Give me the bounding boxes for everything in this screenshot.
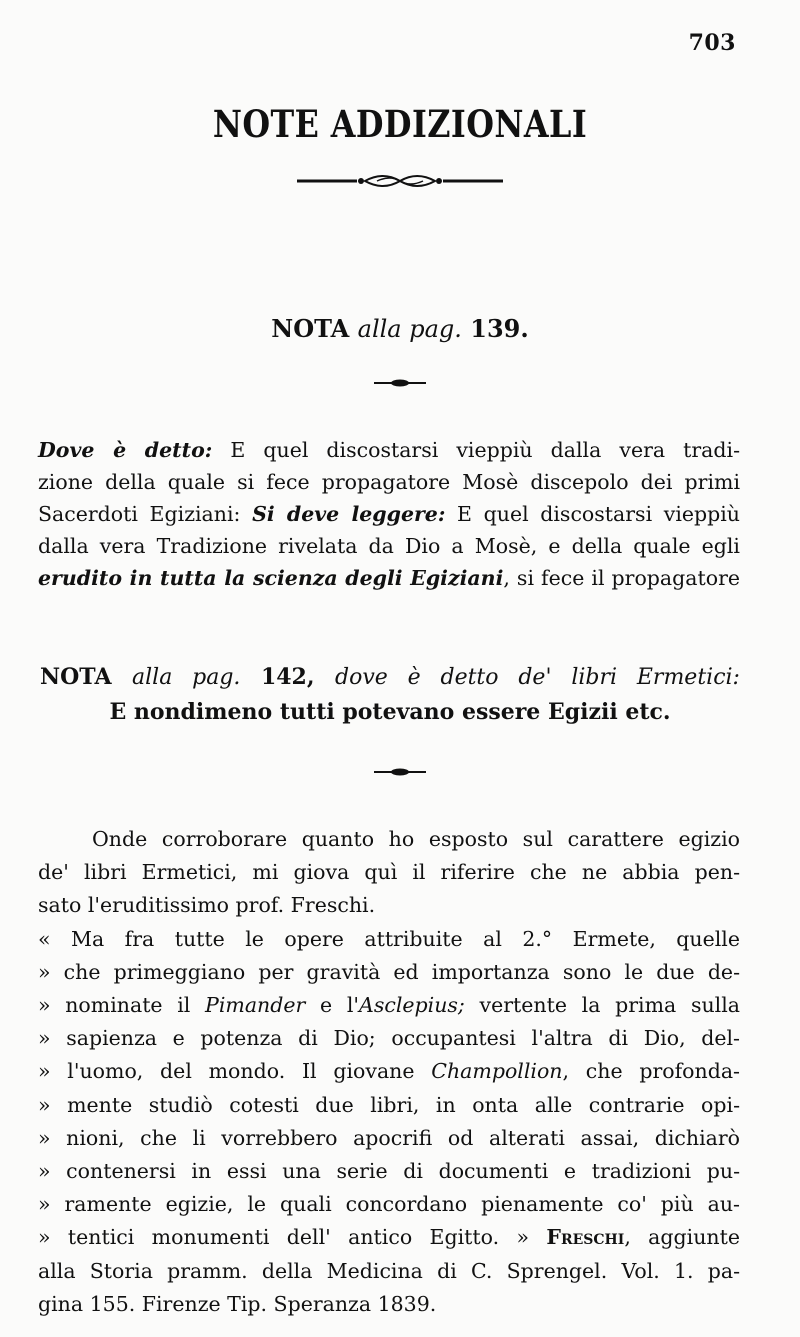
note-142-text xyxy=(38,823,740,1321)
text-run: Sacerdoti Egiziani: xyxy=(38,502,253,526)
text-run: » l'uomo, del mondo. Il giovane xyxy=(38,1059,432,1084)
text-run: alla Storia pramm. della Medicina di C. Sprengel. Vol. 1. pa- xyxy=(38,1258,740,1283)
note-page-ref: 142, xyxy=(260,664,315,690)
text-line xyxy=(38,889,740,922)
text-line xyxy=(38,1022,740,1055)
note-ref-italic: alla pag. xyxy=(357,315,462,343)
text-line xyxy=(38,1055,740,1088)
text-line xyxy=(38,530,740,562)
text-line xyxy=(38,956,740,989)
text-run: Onde corroborare quanto ho esposto sul carattere egizio xyxy=(92,827,740,851)
text-run: » mente studiò cotesti due libri, in onta alle contrarie opi- xyxy=(38,1092,740,1117)
page-number: 703 xyxy=(688,30,736,56)
text-run: E quel discostarsi vieppiù xyxy=(445,502,741,526)
text-run: » nioni, che li vorrebbero apocrifi od alterati assai, dichiarò xyxy=(38,1125,740,1150)
note-label: NOTA xyxy=(271,314,350,343)
text-line xyxy=(38,1288,740,1321)
note-page-ref: 139. xyxy=(470,314,529,343)
note-142-subheading: E nondimeno tutti potevano essere Egizii etc. xyxy=(109,699,671,725)
text-line xyxy=(38,498,740,530)
text-run: erudito in tutta la scienza degli Egiziani xyxy=(38,566,504,590)
text-run: Champollion xyxy=(431,1059,563,1084)
text-run: » ramente egizie, le quali concordano pienamente co' più au- xyxy=(38,1192,740,1217)
text-run: , aggiunte xyxy=(624,1225,740,1250)
text-line xyxy=(38,1188,740,1221)
text-run: vertente la prima sulla xyxy=(464,993,741,1018)
text-run: Dove è detto: xyxy=(38,438,213,462)
text-line xyxy=(38,562,740,594)
note-ref-italic: alla pag. xyxy=(132,665,241,690)
small-ornament-icon xyxy=(0,762,800,781)
text-line xyxy=(38,1155,740,1188)
text-run: » sapienza e potenza di Dio; occupantesi l'altra di Dio, del- xyxy=(38,1026,740,1051)
text-run: , si fece il propagatore xyxy=(503,566,741,590)
text-line xyxy=(38,856,740,889)
text-run: zione della quale si fece propagatore Mosè discepolo dei primi xyxy=(38,470,740,494)
note-ref-quote: dove è detto de' libri Ermetici: xyxy=(335,665,740,690)
note-139-text xyxy=(38,434,740,594)
note-heading-142 xyxy=(40,660,740,729)
text-run: , che profonda- xyxy=(562,1059,740,1084)
text-line xyxy=(38,1221,740,1254)
text-line xyxy=(38,1089,740,1122)
text-run: « Ma fra tutte le opere attribuite al 2.° Ermete, quelle xyxy=(38,926,740,951)
text-run: » contenersi in essi una serie di documenti e tradizioni pu- xyxy=(38,1159,740,1184)
note-label: NOTA xyxy=(40,664,112,690)
note-heading-139 xyxy=(0,314,800,343)
text-line xyxy=(38,466,740,498)
text-line xyxy=(38,923,740,956)
text-line xyxy=(38,1122,740,1155)
text-run: e l' xyxy=(305,993,360,1018)
text-run: Asclepius; xyxy=(359,993,465,1018)
text-run: gina 155. Firenze Tip. Speranza 1839. xyxy=(38,1291,437,1316)
text-run: » nominate il xyxy=(38,993,206,1018)
text-run: dalla vera Tradizione rivelata da Dio a Mosè, e della quale egli xyxy=(38,534,740,558)
text-run: Freschi xyxy=(546,1225,625,1250)
text-run: E quel discostarsi vieppiù dalla vera tradi- xyxy=(212,438,741,462)
text-run: Pimander xyxy=(205,993,306,1018)
text-run: de' libri Ermetici, mi giova quì il riferire che ne abbia pen- xyxy=(38,860,740,885)
text-line xyxy=(38,823,740,856)
small-ornament-icon xyxy=(0,373,800,392)
text-line xyxy=(38,434,740,466)
ornament-divider-icon xyxy=(0,172,800,194)
text-line xyxy=(38,989,740,1022)
text-run: » tentici monumenti dell' antico Egitto. » xyxy=(38,1225,547,1250)
text-run: Si deve leggere: xyxy=(252,502,446,526)
text-run: » che primeggiano per gravità ed importanza sono le due de- xyxy=(38,959,740,984)
text-run: sato l'eruditissimo prof. Freschi. xyxy=(38,893,376,918)
page-title: NOTE ADDIZIONALI xyxy=(212,102,588,146)
text-line xyxy=(38,1255,740,1288)
